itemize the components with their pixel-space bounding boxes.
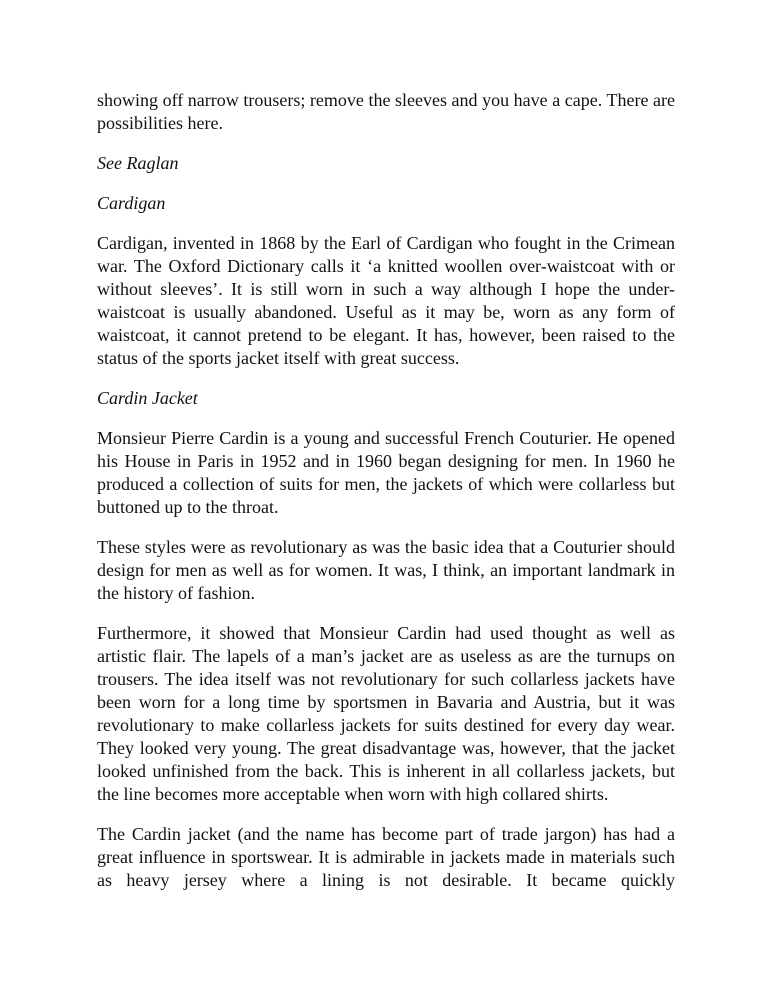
paragraph-cardin-influence: The Cardin jacket (and the name has become part of trade jargon) has had a great influence in sportswear. It is admirable in jackets made in materials such as heavy jersey where a lining is not desirable. It became quickly xyxy=(97,824,675,890)
heading-cardigan: Cardigan xyxy=(97,193,166,213)
heading-cardin-jacket: Cardin Jacket xyxy=(97,388,198,408)
paragraph-cardigan: Cardigan, invented in 1868 by the Earl of Cardigan who fought in the Crimean war. The Oxford Dictionary calls it ‘a knitted woollen over-waistcoat with or without sleeves’. It is still worn in such a way although I hope the under-waistcoat is usually abandoned. Useful as it may be, worn as any form of waistcoat, it cannot pretend to be elegant. It has, however, been raised to the status of the sports jacket itself with great success. xyxy=(97,233,675,368)
paragraph-continuation: showing off narrow trousers; remove the sleeves and you have a cape. There are possibilities here. xyxy=(97,90,675,133)
document-page xyxy=(97,89,675,892)
paragraph-cardin-furthermore: Furthermore, it showed that Monsieur Cardin had used thought as well as artistic flair. The lapels of a man’s jacket are as useless as are the turnups on trousers. The idea itself was not revolutionary for such collarless jackets have been worn for a long time by sportsmen in Bavaria and Austria, but it was revolutionary to make collarless jackets for suits destined for every day wear. They looked very young. The great disadvantage was, however, that the jacket looked unfinished from the back. This is inherent in all collarless jackets, but the line becomes more acceptable when worn with high collared shirts. xyxy=(97,623,675,804)
cross-reference-raglan: See Raglan xyxy=(97,153,179,173)
paragraph-cardin-intro: Monsieur Pierre Cardin is a young and successful French Couturier. He opened his House in Paris in 1952 and in 1960 began designing for men. In 1960 he produced a collection of suits for men, the jackets of which were collarless but buttoned up to the throat. xyxy=(97,428,675,517)
paragraph-cardin-styles: These styles were as revolutionary as was the basic idea that a Couturier should design for men as well as for women. It was, I think, an important landmark in the history of fashion. xyxy=(97,537,675,603)
